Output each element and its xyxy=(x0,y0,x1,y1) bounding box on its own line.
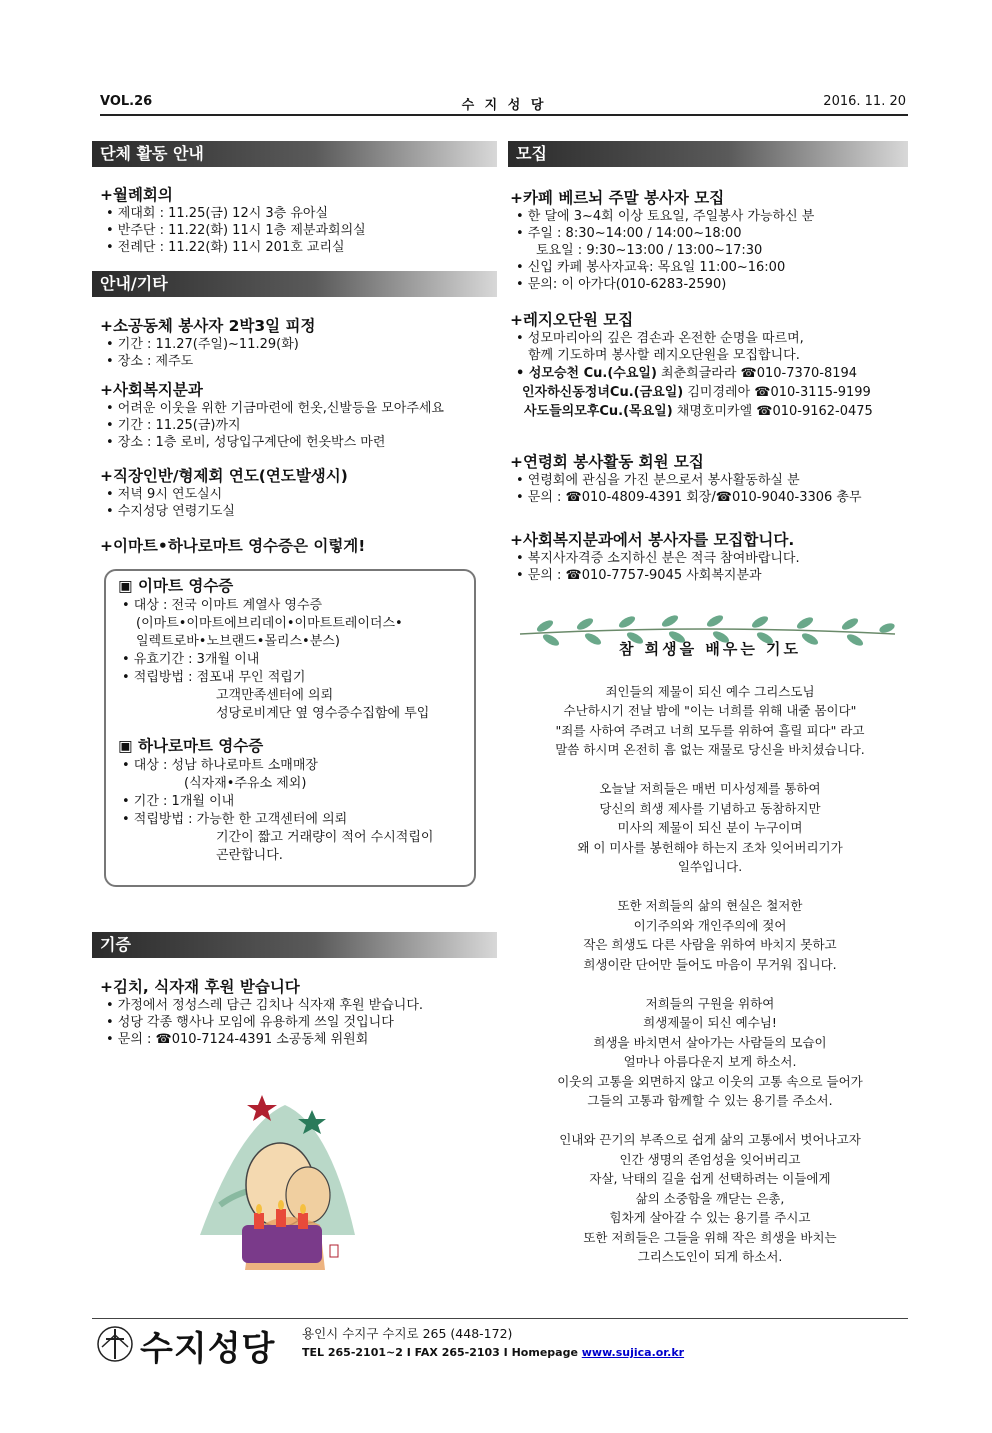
homepage-link[interactable]: www.sujica.or.kr xyxy=(581,1346,685,1359)
section-bar-group-activities: 단체 활동 안내 xyxy=(92,141,497,167)
list-item: • 문의 : ☎010-4809-4391 회장/☎010-9040-3306 총무 xyxy=(516,490,862,505)
list-item: • 수지성당 연령기도실 xyxy=(106,504,235,519)
prayer-title: 참 희생을 배우는 기도 xyxy=(618,640,802,658)
list-item: • 대상 : 전국 이마트 계열사 영수증 xyxy=(122,598,323,613)
list-item: 함께 기도하며 봉사할 레지오단원을 모집합니다. xyxy=(528,348,800,363)
prayer-line: 희생이란 단어만 들어도 마음이 무거워 집니다. xyxy=(583,956,837,972)
section-bar-notices: 안내/기타 xyxy=(92,271,497,297)
list-item: (이마트•이마트에브리데이•이마트트레이더스• xyxy=(136,616,403,631)
list-item: • 어려운 이웃을 위한 기금마련에 헌옷,신발등을 모아주세요 xyxy=(106,401,444,416)
prayer-line: 작은 희생도 다른 사람을 위하여 바치지 못하고 xyxy=(583,937,837,952)
prayer-group-title: +직장인반/형제회 연도(연도발생시) xyxy=(100,467,348,485)
list-item: • 기간 : 11.25(금)까지 xyxy=(106,418,241,433)
church-logo-icon xyxy=(96,1325,134,1363)
prayer-line: 말씀 하시며 온전히 흠 없는 재물로 당신을 바치셨습니다. xyxy=(555,742,865,757)
list-item: • 장소 : 제주도 xyxy=(106,354,194,369)
list-item: (식자재•주유소 제외) xyxy=(184,776,307,791)
prayer-line: 희생을 바치면서 살아가는 사람들의 모습이 xyxy=(593,1034,827,1050)
receipt-title: +이마트•하나로마트 영수증은 이렇게! xyxy=(100,537,366,555)
prayer-line: 저희들의 구원을 위하여 xyxy=(645,995,775,1011)
list-item: 곤란합니다. xyxy=(216,848,283,863)
prayer-line: "죄를 사하여 주려고 너희 모두를 위하여 흘릴 피다" 라고 xyxy=(555,722,865,738)
page-header xyxy=(100,92,908,116)
prayer-line: 자살, 낙태의 길을 쉽게 선택하려는 이들에게 xyxy=(589,1171,831,1186)
prayer-line: 얼마나 아름다운지 보게 하소서. xyxy=(623,1054,797,1069)
receipt-heading xyxy=(100,536,500,556)
yeonryeong-section xyxy=(510,452,908,506)
list-item: • 한 달에 3~4회 이상 토요일, 주일봉사 가능하신 분 xyxy=(516,209,815,224)
list-item: • 유효기간 : 3개월 이내 xyxy=(122,652,260,667)
list-item: 고객만족센터에 의뢰 xyxy=(216,688,334,703)
prayer-line: 희생제물이 되신 예수님! xyxy=(643,1015,777,1030)
list-item: 기간이 짧고 거래량이 적어 수시적립이 xyxy=(216,830,434,845)
prayer-line: 삶의 소중함을 깨닫는 은총, xyxy=(635,1190,785,1206)
cafe-section xyxy=(510,188,908,293)
list-item: • 제대회 : 11.25(금) 12시 3층 유아실 xyxy=(106,206,329,221)
curia-contact: 김미경레아 ☎010-3115-9199 xyxy=(683,385,871,400)
prayer-line xyxy=(515,877,905,897)
prayer-lines xyxy=(515,682,905,1267)
social-welfare-title: +사회복지분과에서 봉사자를 모집합니다. xyxy=(510,531,795,549)
prayer-line: 또한 저희들은 그들을 위해 작은 희생을 바치는 xyxy=(583,1229,837,1245)
hanaro-title: ▣ 하나로마트 영수증 xyxy=(118,737,264,755)
curia-contact: 채명호미카엘 ☎010-9162-0475 xyxy=(672,404,873,419)
prayer-line: 왜 이 미사를 봉헌해야 하는지 조차 잊어버리기가 xyxy=(577,839,843,855)
section-bar-donation: 기증 xyxy=(92,932,497,958)
welfare-title: +사회복지분과 xyxy=(100,381,203,399)
prayer-line: 인내와 끈기의 부족으로 쉽게 삶의 고통에서 벗어나고자 xyxy=(559,1132,861,1147)
prayer-line: 수난하시기 전날 밤에 "이는 너희를 위해 내줄 몸이다" xyxy=(563,703,857,718)
prayer-line: 또한 저희들의 삶의 현실은 철저한 xyxy=(617,898,803,913)
list-item: • 적립방법 : 점포내 무인 적립기 xyxy=(122,670,306,685)
prayer-line xyxy=(515,974,905,994)
list-item: • 주일 : 8:30~14:00 / 14:00~18:00 xyxy=(516,226,742,241)
contact-info xyxy=(302,1346,684,1359)
kimchi-title: +김치, 식자재 후원 받습니다 xyxy=(100,978,300,996)
list-item: • 반주단 : 11.22(화) 11시 1층 제분과회의실 xyxy=(106,223,366,238)
prayer-line: 당신의 희생 제사를 기념하고 동참하지만 xyxy=(599,800,821,816)
yeonryeong-title: +연령회 봉사활동 회원 모집 xyxy=(510,453,704,471)
list-item: • 기간 : 1개월 이내 xyxy=(122,794,235,809)
prayer-line xyxy=(515,760,905,780)
list-item: • 가정에서 정성스레 담근 김치나 식자재 후원 받습니다. xyxy=(106,998,424,1013)
monthly-meeting-section xyxy=(100,185,500,256)
prayer-line: 이웃의 고통을 외면하지 않고 이웃의 고통 속으로 들어가 xyxy=(557,1073,863,1089)
list-item: • 저녁 9시 연도실시 xyxy=(106,487,223,502)
prayer-line: 미사의 제물이 되신 분이 누구이며 xyxy=(617,820,803,835)
prayer-line: 그리스도인이 되게 하소서. xyxy=(637,1249,783,1264)
list-item: • 복지사자격증 소지하신 분은 적극 참여바랍니다. xyxy=(516,551,800,566)
retreat-section xyxy=(100,316,500,370)
list-item: • 기간 : 11.27(주일)~11.29(화) xyxy=(106,337,299,352)
prayer-line: 죄인들의 제물이 되신 예수 그리스도님 xyxy=(605,683,815,699)
newsletter-title: 수 지 성 당 xyxy=(461,98,547,113)
list-item: • 신입 카페 봉사자교육: 목요일 11:00~16:00 xyxy=(516,260,786,275)
prayer-line: 인간 생명의 존엄성을 잊어버리고 xyxy=(619,1151,801,1167)
curia-contact: 최춘희글라라 ☎010-7370-8194 xyxy=(656,366,858,381)
issue-date: 2016. 11. 20 xyxy=(823,94,906,109)
prayer-line: 이기주의와 개인주의에 젖어 xyxy=(633,917,787,933)
monthly-meeting-title: +월례회의 xyxy=(100,186,173,204)
christmas-illustration xyxy=(180,1085,370,1275)
prayer-line xyxy=(515,1111,905,1131)
church-address: 용인시 수지구 수지로 265 (448-172) xyxy=(302,1326,513,1341)
legio-title: +레지오단원 모집 xyxy=(510,311,634,329)
list-item: 성당로비계단 옆 영수증수집함에 투입 xyxy=(216,706,430,721)
receipt-box xyxy=(104,569,476,887)
list-item: • 연령회에 관심을 가진 분으로서 봉사활동하실 분 xyxy=(516,473,800,488)
social-welfare-section xyxy=(510,530,908,584)
list-item: • 문의: 이 아가다(010-6283-2590) xyxy=(516,277,727,292)
kimchi-section xyxy=(100,977,500,1048)
section-bar-recruit: 모집 xyxy=(508,141,908,167)
retreat-title: +소공동체 봉사자 2박3일 피정 xyxy=(100,317,316,335)
prayer-group-section xyxy=(100,466,500,520)
phone-fax-text: TEL 265-2101~2 I FAX 265-2103 I Homepage xyxy=(302,1346,582,1359)
prayer-line: 일쑤입니다. xyxy=(677,859,743,874)
list-item: • 성모마리아의 깊은 겸손과 온전한 순명을 따르며, xyxy=(516,331,804,346)
welfare-section xyxy=(100,380,500,451)
list-item: • 문의 : ☎010-7757-9045 사회복지분과 xyxy=(516,568,762,583)
list-item: 토요일 : 9:30~13:00 / 13:00~17:30 xyxy=(536,243,763,258)
list-item: 일렉트로바•노브랜드•몰리스•분스) xyxy=(136,634,340,649)
prayer-line: 오늘날 저희들은 매번 미사성제를 통하여 xyxy=(599,781,821,796)
prayer-line: 그들의 고통과 함께할 수 있는 용기를 주소서. xyxy=(587,1093,833,1108)
list-item: • 문의 : ☎010-7124-4391 소공동체 위원회 xyxy=(106,1032,369,1047)
curia-name: 인자하신동정녀Cu.(금요일) xyxy=(522,385,684,400)
emart-title: ▣ 이마트 영수증 xyxy=(118,577,234,595)
volume-number: VOL.26 xyxy=(100,94,153,109)
cafe-title: +카페 베르뇌 주말 봉사자 모집 xyxy=(510,189,725,207)
prayer-line: 힘차게 살아갈 수 있는 용기를 주시고 xyxy=(609,1210,811,1225)
list-item: • 장소 : 1층 로비, 성당입구계단에 헌옷박스 마련 xyxy=(106,435,386,450)
list-item: • 전례단 : 11.22(화) 11시 201호 교리실 xyxy=(106,240,345,255)
curia-name: 사도들의모후Cu.(목요일) xyxy=(524,404,673,419)
prayer-text xyxy=(515,640,905,1267)
list-item: • 대상 : 성남 하나로마트 소매매장 xyxy=(122,758,318,773)
page-footer xyxy=(92,1318,908,1367)
curia-name: • 성모승천 Cu.(수요일) xyxy=(516,366,657,381)
church-name: 수지성당 xyxy=(140,1329,276,1369)
legio-section xyxy=(510,310,908,421)
list-item: • 적립방법 : 가능한 한 고객센터에 의뢰 xyxy=(122,812,348,827)
list-item: • 성당 각종 행사나 모임에 유용하게 쓰일 것입니다 xyxy=(106,1015,394,1030)
